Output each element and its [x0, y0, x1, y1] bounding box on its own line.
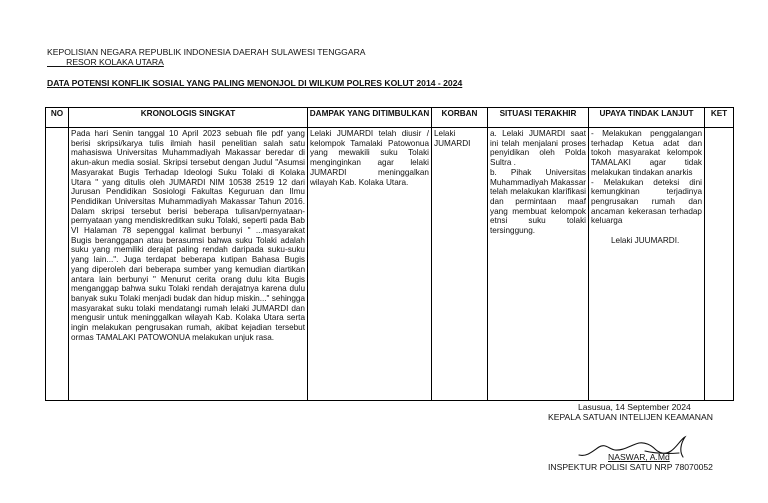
cell-dampak: Lelaki JUMARDI telah diusir / kelompok Tamalaki Patowonua yang mewakili suku Tolaki menginginkan agar lelaki JUMARDI meninggalkan wilayah Kab. Kolaka Utara. [308, 128, 432, 401]
org-line-1: KEPOLISIAN NEGARA REPUBLIK INDONESIA DAERAH SULAWESI TENGGARA [47, 47, 366, 57]
col-header-situasi: SITUASI TERAKHIR [488, 108, 589, 128]
cell-no [46, 128, 69, 401]
conflict-data-table [45, 107, 734, 401]
upaya-item-2: - Melakukan deteksi dini kemungkinan terjadinya pengrusakan rumah dan ancaman kekerasan terhadap keluarga [591, 177, 702, 226]
cell-kronologis: Pada hari Senin tanggal 10 April 2023 sebuah file pdf yang berisi skripsi/karya tulis ilmiah hasil penelitian salah satu mahasiswa Universitas Muhammadiyah Makassar beredar di akun-akun media sosial. Skripsi tersebut dengan Judul "Asumsi Masyarakat Bugis Terhadap Ideologi Suku Tolaki di Kolaka Utara " yang ditulis oleh JUMARDI NIM 10538 2519 12 dari Jurusan Pendidikan Sosiologi Fakultas Keguruan dan Ilmu Pendidikan Universitas Muhammadiyah Makassar Tahun 2016. Dalam skripsi tersebut berisi beberapa tulisan/pernyataan- pernyataan yang mendiskreditkan suku Tolaki, seperti pada Bab VI Halaman 78 sepenggal kalimat berbunyi " ...masyarakat Bugis beranggapan atau berasumsi bahwa suku Tolaki adalah suku yang memiliki derajat paling rendah daripada suku-suku yang lain...". Juga terdapat beberapa kutipan Bahasa Bugis yang diperoleh dari beberapa sumber yang kemudian diartikan antara lain berbunyi " Menurut cerita orang dulu kita Bugis menganggap bahwa suku Tolaki rendah derajatnya karena dulu banyak suku Tolaki menjadi budak dan hidup miskin..." sehingga masyarakat suku tolaki mendatangi rumah lelaki JUMARDI dan mengusir untuk meninggalkan wilayah Kab. Kolaka Utara serta ingin melakukan pengrusakan rumah, akibat kejadian tersebut ormas TAMALAKI PATOWONUA melakukan unjuk rasa. [69, 128, 308, 401]
cell-situasi [488, 128, 589, 401]
situasi-item-a: a. Lelaki JUMARDI saat ini telah menjalani proses penyidikan oleh Polda Sultra . [490, 129, 586, 168]
footer-position: KEPALA SATUAN INTELIJEN KEAMANAN [548, 412, 713, 422]
upaya-item-1: - Melakukan penggalangan terhadap Ketua adat dan tokoh masyarakat kelompok TAMALAKI agar tidak melakukan tindakan anarkis [591, 129, 702, 177]
document-title: DATA POTENSI KONFLIK SOSIAL YANG PALING MENONJOL DI WILKUM POLRES KOLUT 2014 - 2024 [47, 78, 463, 88]
col-header-kronologis: KRONOLOGIS SINGKAT [69, 108, 308, 128]
col-header-korban: KORBAN [432, 108, 488, 128]
cell-ket [705, 128, 734, 401]
footer-name: NASWAR, A.Md [608, 452, 670, 462]
footer-place-date: Lasusua, 14 September 2024 [578, 402, 691, 412]
footer-rank-nrp: INSPEKTUR POLISI SATU NRP 78070052 [548, 462, 713, 472]
table-header-row [46, 108, 734, 128]
upaya-item-3: Lelaki JUUMARDI. [611, 236, 680, 246]
cell-korban: Lelaki JUMARDI [432, 128, 488, 401]
cell-upaya [589, 128, 705, 401]
col-header-no: NO [46, 108, 69, 128]
org-line-2-text: RESOR KOLAKA UTARA [66, 57, 164, 67]
col-header-dampak: DAMPAK YANG DITIMBULKAN [308, 108, 432, 128]
col-header-ket: KET [705, 108, 734, 128]
table-row [46, 128, 734, 401]
col-header-upaya: UPAYA TINDAK LANJUT [589, 108, 705, 128]
org-line-2 [47, 57, 164, 67]
situasi-item-b: b. Pihak Universitas Muhammadiyah Makassar telah melakukan klarifikasi dan permintaan maaf yang membuat kelompok etnsi suku tolaki tersinggung. [490, 167, 587, 236]
